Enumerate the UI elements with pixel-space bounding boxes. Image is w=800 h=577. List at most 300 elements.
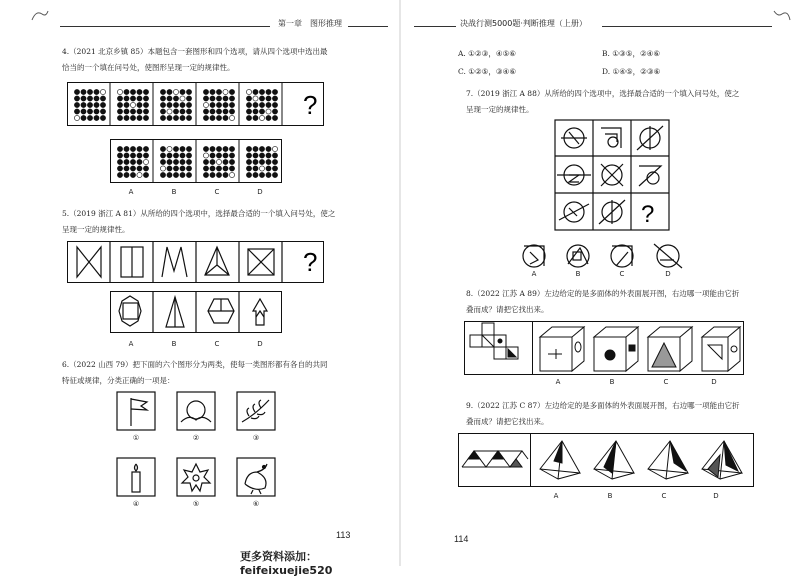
- grid-dot: [266, 153, 271, 158]
- question-5-text: [62, 206, 362, 238]
- grid-dot: [124, 102, 129, 107]
- grid-dot: [266, 115, 271, 120]
- dot-grid-figure: [160, 146, 191, 177]
- figure-label-1: ①: [132, 434, 140, 442]
- grid-dot: [216, 102, 221, 107]
- grid-dot: [160, 115, 165, 120]
- grid-dot: [137, 96, 142, 101]
- grid-dot: [203, 109, 208, 114]
- q5-option-shapes: [110, 291, 282, 333]
- grid-dot: [87, 96, 92, 101]
- option-label-c: C: [619, 270, 625, 278]
- grid-dot: [124, 109, 129, 114]
- q6-option-d[interactable]: D. ①④⑤，②③⑥: [602, 67, 661, 76]
- grid-dot: [246, 159, 251, 164]
- grid-dot: [117, 153, 122, 158]
- grid-dot: [216, 115, 221, 120]
- grid-dot: [253, 102, 258, 107]
- grid-dot: [223, 96, 228, 101]
- grid-dot: [160, 109, 165, 114]
- grid-dot: [203, 115, 208, 120]
- question-text-line: 5.（2019 浙江 A 81）从所给的四个选项中，选择最合适的一个填入问号处，使之: [62, 209, 336, 218]
- grid-dot: [210, 153, 215, 158]
- grid-dot: [229, 153, 234, 158]
- grid-dot: [143, 172, 148, 177]
- grid-dot: [137, 115, 142, 120]
- grid-dot: [180, 115, 185, 120]
- grid-dot: [117, 96, 122, 101]
- grid-dot: [186, 146, 191, 151]
- grid-dot: [216, 109, 221, 114]
- grid-dot: [173, 146, 178, 151]
- grid-dot: [272, 153, 277, 158]
- grid-dot: [246, 89, 251, 94]
- grid-dot: [253, 166, 258, 171]
- grid-dot: [229, 159, 234, 164]
- grid-dot: [266, 146, 271, 151]
- grid-dot: [160, 159, 165, 164]
- q8-shapes: [464, 321, 744, 375]
- grid-dot: [74, 109, 79, 114]
- grid-dot: [266, 159, 271, 164]
- grid-dot: [137, 102, 142, 107]
- figure-label-6: ⑥: [252, 500, 260, 508]
- grid-dot: [253, 115, 258, 120]
- grid-dot: [210, 115, 215, 120]
- grid-dot: [160, 166, 165, 171]
- grid-dot: [186, 153, 191, 158]
- grid-dot: [137, 109, 142, 114]
- question-text-line: 呈现一定的规律性。: [466, 105, 534, 114]
- grid-dot: [94, 96, 99, 101]
- grid-dot: [100, 96, 105, 101]
- grid-dot: [74, 115, 79, 120]
- grid-dot: [124, 89, 129, 94]
- corner-ornament-icon: [772, 8, 792, 22]
- grid-dot: [173, 172, 178, 177]
- q7-option-shapes: [518, 240, 698, 274]
- grid-dot: [124, 159, 129, 164]
- header-rule: [602, 26, 772, 27]
- grid-dot: [246, 115, 251, 120]
- grid-dot: [272, 96, 277, 101]
- grid-dot: [210, 166, 215, 171]
- grid-dot: [253, 172, 258, 177]
- grid-dot: [167, 159, 172, 164]
- grid-dot: [117, 89, 122, 94]
- grid-dot: [87, 102, 92, 107]
- grid-dot: [130, 115, 135, 120]
- grid-dot: [229, 89, 234, 94]
- grid-dot: [124, 172, 129, 177]
- grid-dot: [246, 166, 251, 171]
- option-label-b: B: [171, 340, 177, 348]
- grid-dot: [143, 102, 148, 107]
- grid-dot: [216, 166, 221, 171]
- grid-dot: [173, 96, 178, 101]
- grid-dot: [167, 89, 172, 94]
- grid-dot: [203, 102, 208, 107]
- grid-dot: [259, 96, 264, 101]
- q6-option-b[interactable]: B. ①③⑤，②④⑥: [602, 49, 661, 58]
- grid-dot: [272, 146, 277, 151]
- question-7-text: [466, 86, 766, 118]
- q6-option-c[interactable]: C. ①②⑤，③④⑥: [458, 67, 517, 76]
- grid-dot: [229, 166, 234, 171]
- grid-dot: [94, 109, 99, 114]
- grid-dot: [117, 102, 122, 107]
- grid-dot: [117, 109, 122, 114]
- grid-dot: [100, 89, 105, 94]
- grid-dot: [259, 153, 264, 158]
- option-label-a: A: [553, 492, 559, 500]
- grid-dot: [173, 109, 178, 114]
- grid-dot: [259, 166, 264, 171]
- grid-dot: [167, 172, 172, 177]
- grid-dot: [266, 89, 271, 94]
- page-number-left: 113: [336, 530, 351, 540]
- grid-dot: [253, 146, 258, 151]
- option-label-b: B: [607, 492, 613, 500]
- grid-dot: [124, 115, 129, 120]
- grid-dot: [94, 102, 99, 107]
- grid-dot: [229, 115, 234, 120]
- grid-dot: [266, 109, 271, 114]
- grid-dot: [223, 102, 228, 107]
- grid-dot: [117, 146, 122, 151]
- grid-dot: [130, 146, 135, 151]
- option-label-d: D: [257, 188, 263, 196]
- grid-dot: [143, 115, 148, 120]
- grid-dot: [253, 153, 258, 158]
- grid-dot: [180, 109, 185, 114]
- grid-dot: [143, 159, 148, 164]
- grid-dot: [160, 102, 165, 107]
- grid-dot: [246, 96, 251, 101]
- q4-option-shapes: [110, 139, 282, 183]
- grid-dot: [173, 153, 178, 158]
- grid-dot: [210, 146, 215, 151]
- grid-dot: [130, 166, 135, 171]
- grid-dot: [130, 102, 135, 107]
- grid-dot: [87, 115, 92, 120]
- grid-dot: [117, 159, 122, 164]
- grid-dot: [229, 96, 234, 101]
- question-9-text: [466, 398, 766, 430]
- grid-dot: [160, 96, 165, 101]
- grid-dot: [137, 172, 142, 177]
- grid-dot: [186, 115, 191, 120]
- grid-dot: [143, 153, 148, 158]
- chapter-header: 第一章 图形推理: [278, 19, 342, 28]
- q5-sequence-shapes: [67, 241, 324, 283]
- grid-dot: [81, 102, 86, 107]
- grid-dot: [117, 166, 122, 171]
- grid-dot: [266, 102, 271, 107]
- header-rule: [348, 26, 388, 27]
- grid-dot: [167, 146, 172, 151]
- grid-dot: [246, 172, 251, 177]
- grid-dot: [186, 172, 191, 177]
- grid-dot: [259, 146, 264, 151]
- option-label-a: A: [531, 270, 537, 278]
- grid-dot: [246, 153, 251, 158]
- grid-dot: [210, 96, 215, 101]
- grid-dot: [167, 102, 172, 107]
- grid-dot: [266, 96, 271, 101]
- question-text-line: 呈现一定的规律性。: [62, 225, 130, 234]
- option-label-a: A: [128, 340, 134, 348]
- book-header: 决战行测5000题·判断推理（上册）: [460, 19, 587, 28]
- option-label-a: A: [555, 378, 561, 386]
- grid-dot: [143, 96, 148, 101]
- dot-grid-figure: [203, 89, 234, 120]
- question-6-text: [62, 357, 362, 389]
- question-text-line: 9.（2022 江苏 C 87）左边给定的是多面体的外表面展开图，右边哪一项能由它折: [466, 401, 740, 410]
- grid-dot: [259, 102, 264, 107]
- grid-dot: [210, 109, 215, 114]
- grid-dot: [259, 159, 264, 164]
- figure-label-3: ③: [252, 434, 260, 442]
- grid-dot: [180, 96, 185, 101]
- grid-dot: [124, 96, 129, 101]
- grid-dot: [137, 159, 142, 164]
- corner-ornament-icon: [30, 8, 50, 22]
- grid-dot: [229, 146, 234, 151]
- grid-dot: [229, 102, 234, 107]
- grid-dot: [167, 109, 172, 114]
- option-label-d: D: [257, 340, 263, 348]
- grid-dot: [223, 115, 228, 120]
- grid-dot: [137, 146, 142, 151]
- grid-dot: [74, 96, 79, 101]
- grid-dot: [130, 153, 135, 158]
- grid-dot: [180, 172, 185, 177]
- question-text-line: 6.（2022 山西 79）把下面的六个图形分为两类，使每一类图形都有各自的共同: [62, 360, 328, 369]
- grid-dot: [100, 102, 105, 107]
- grid-dot: [259, 172, 264, 177]
- grid-dot: [223, 166, 228, 171]
- question-text-line: 叠而成？请把它找出来。: [466, 417, 549, 426]
- grid-dot: [167, 153, 172, 158]
- dot-grid-figure: [203, 146, 234, 177]
- option-label-d: D: [713, 492, 719, 500]
- grid-dot: [94, 115, 99, 120]
- dot-grid-figure: [160, 89, 191, 120]
- question-text-line: 8.（2022 江苏 A 89）左边给定的是多面体的外表面展开图，右边哪一项能由它折: [466, 289, 740, 298]
- grid-dot: [246, 109, 251, 114]
- grid-dot: [143, 146, 148, 151]
- q6-figure-grid: [117, 392, 287, 512]
- grid-dot: [180, 89, 185, 94]
- grid-dot: [160, 153, 165, 158]
- figure-label-2: ②: [192, 434, 200, 442]
- option-label-c: C: [214, 188, 220, 196]
- grid-dot: [143, 89, 148, 94]
- right-page: [400, 0, 800, 566]
- grid-dot: [272, 159, 277, 164]
- question-text-line: 7.（2019 浙江 A 88）从所给的四个选项中，选择最合适的一个填入问号处，使之: [466, 89, 740, 98]
- grid-dot: [216, 153, 221, 158]
- grid-dot: [94, 89, 99, 94]
- grid-dot: [186, 96, 191, 101]
- grid-dot: [272, 109, 277, 114]
- grid-dot: [117, 115, 122, 120]
- grid-dot: [203, 146, 208, 151]
- q6-option-a[interactable]: A. ①②③，④⑤⑥: [458, 49, 517, 58]
- grid-dot: [272, 102, 277, 107]
- grid-dot: [137, 166, 142, 171]
- grid-dot: [160, 146, 165, 151]
- q9-shapes: [458, 433, 754, 487]
- grid-dot: [124, 166, 129, 171]
- grid-dot: [253, 159, 258, 164]
- grid-dot: [259, 89, 264, 94]
- grid-dot: [186, 109, 191, 114]
- grid-dot: [253, 109, 258, 114]
- grid-dot: [246, 146, 251, 151]
- grid-dot: [229, 109, 234, 114]
- option-label-a: A: [128, 188, 134, 196]
- grid-dot: [173, 166, 178, 171]
- grid-dot: [216, 89, 221, 94]
- grid-dot: [223, 109, 228, 114]
- grid-dot: [203, 166, 208, 171]
- grid-dot: [173, 159, 178, 164]
- grid-dot: [124, 153, 129, 158]
- grid-dot: [272, 89, 277, 94]
- grid-dot: [246, 102, 251, 107]
- grid-dot: [223, 153, 228, 158]
- grid-dot: [272, 115, 277, 120]
- grid-dot: [216, 96, 221, 101]
- grid-dot: [210, 172, 215, 177]
- grid-dot: [203, 96, 208, 101]
- question-text-line: 叠而成？请把它找出来。: [466, 305, 549, 314]
- dot-grid-figure: [117, 146, 148, 177]
- grid-dot: [180, 153, 185, 158]
- option-label-c: C: [214, 340, 220, 348]
- grid-dot: [223, 146, 228, 151]
- grid-dot: [160, 172, 165, 177]
- q7-nine-grid: [555, 120, 671, 232]
- grid-dot: [87, 89, 92, 94]
- grid-dot: [87, 109, 92, 114]
- q5-question-mark: ?: [303, 247, 318, 277]
- dot-grid-figure: [74, 89, 105, 120]
- option-label-b: B: [609, 378, 615, 386]
- grid-dot: [173, 102, 178, 107]
- grid-dot: [223, 172, 228, 177]
- question-8-text: [466, 286, 766, 318]
- grid-dot: [167, 166, 172, 171]
- figure-label-4: ④: [132, 500, 140, 508]
- grid-dot: [203, 153, 208, 158]
- grid-dot: [223, 159, 228, 164]
- grid-dot: [130, 159, 135, 164]
- grid-dot: [81, 109, 86, 114]
- q4-sequence-shapes: [67, 82, 324, 126]
- grid-dot: [223, 89, 228, 94]
- option-label-b: B: [171, 188, 177, 196]
- question-4-text: [62, 44, 362, 76]
- grid-dot: [130, 109, 135, 114]
- q7-question-mark: ?: [641, 201, 655, 228]
- option-label-d: D: [665, 270, 671, 278]
- q4-question-mark: ?: [303, 90, 318, 120]
- grid-dot: [259, 115, 264, 120]
- figure-label-5: ⑤: [192, 500, 200, 508]
- grid-dot: [216, 172, 221, 177]
- dot-grid-figure: [246, 146, 277, 177]
- grid-dot: [180, 102, 185, 107]
- grid-dot: [173, 115, 178, 120]
- page-number-right: 114: [454, 534, 469, 544]
- grid-dot: [229, 172, 234, 177]
- grid-dot: [167, 96, 172, 101]
- grid-dot: [210, 102, 215, 107]
- grid-dot: [253, 96, 258, 101]
- grid-dot: [81, 89, 86, 94]
- question-text-line: 特征或规律，分类正确的一项是：: [62, 376, 175, 385]
- grid-dot: [180, 146, 185, 151]
- grid-dot: [210, 89, 215, 94]
- grid-dot: [266, 172, 271, 177]
- grid-dot: [74, 102, 79, 107]
- grid-dot: [186, 102, 191, 107]
- bowtie-shape: [77, 247, 101, 277]
- grid-dot: [266, 166, 271, 171]
- grid-dot: [272, 172, 277, 177]
- grid-dot: [143, 166, 148, 171]
- grid-dot: [137, 89, 142, 94]
- grid-dot: [130, 89, 135, 94]
- grid-dot: [173, 89, 178, 94]
- option-label-d: D: [711, 378, 717, 386]
- grid-dot: [100, 109, 105, 114]
- grid-dot: [124, 146, 129, 151]
- grid-dot: [180, 159, 185, 164]
- grid-dot: [216, 146, 221, 151]
- grid-dot: [203, 159, 208, 164]
- grid-dot: [74, 89, 79, 94]
- grid-dot: [100, 115, 105, 120]
- grid-dot: [167, 115, 172, 120]
- header-rule: [414, 26, 456, 27]
- footer-note: 更多资料添加：feifeixuejie520: [240, 550, 333, 577]
- grid-dot: [180, 166, 185, 171]
- grid-dot: [186, 89, 191, 94]
- grid-dot: [272, 166, 277, 171]
- grid-dot: [186, 166, 191, 171]
- grid-dot: [130, 96, 135, 101]
- grid-dot: [216, 159, 221, 164]
- option-label-b: B: [575, 270, 581, 278]
- question-text-line: 恰当的一个填在问号处，使图形呈现一定的规律性。: [62, 63, 235, 72]
- grid-dot: [253, 89, 258, 94]
- dot-grid-figure: [117, 89, 148, 120]
- grid-dot: [259, 109, 264, 114]
- grid-dot: [203, 89, 208, 94]
- grid-dot: [143, 109, 148, 114]
- option-label-c: C: [663, 378, 669, 386]
- grid-dot: [203, 172, 208, 177]
- header-rule: [60, 26, 270, 27]
- grid-dot: [81, 96, 86, 101]
- option-label-c: C: [661, 492, 667, 500]
- grid-dot: [137, 153, 142, 158]
- dot-grid-figure: [246, 89, 277, 120]
